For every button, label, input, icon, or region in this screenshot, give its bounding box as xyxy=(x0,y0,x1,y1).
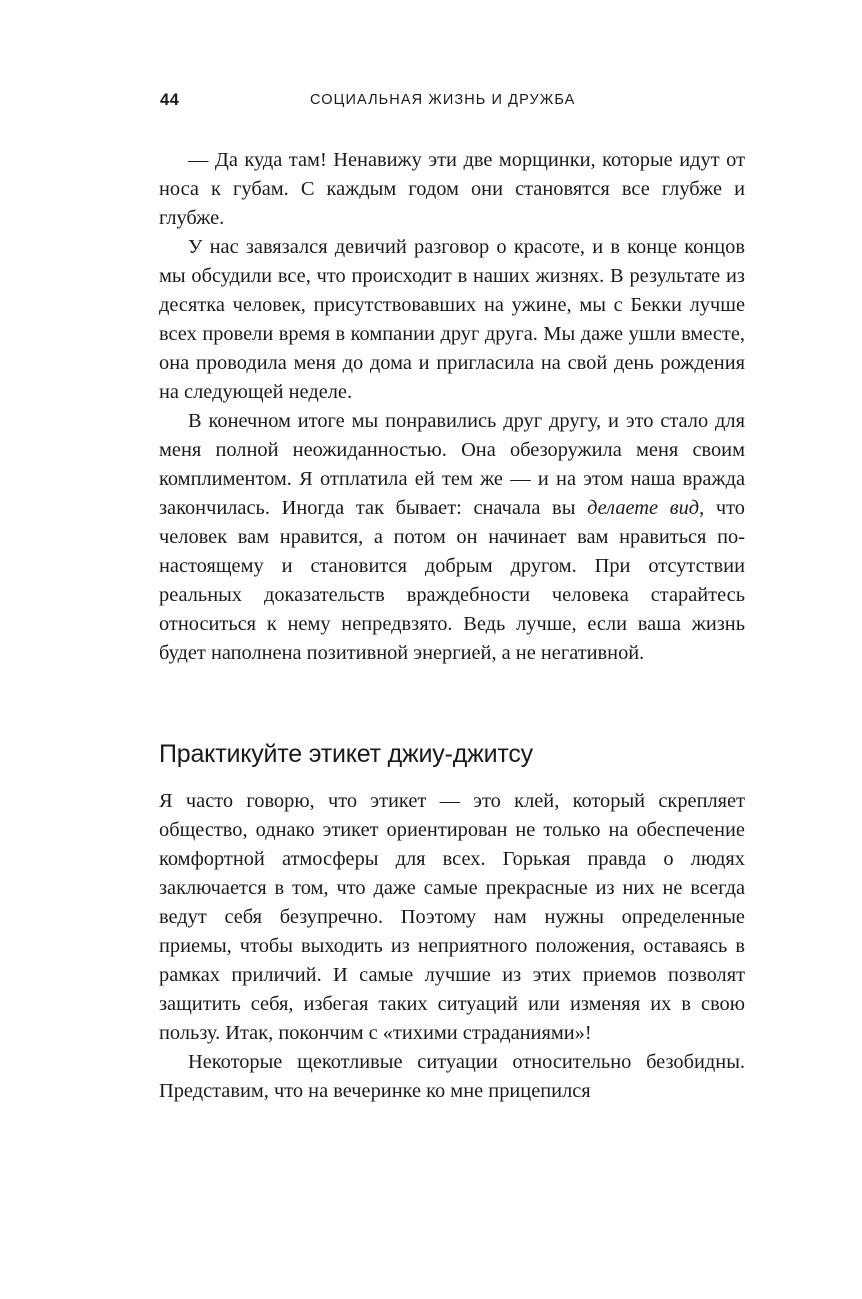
paragraph-text: В конечном итоге мы понравились друг другу, и это стало для меня полной неожиданностью. Она обезоружила меня своим комплиментом. Я отплатила ей тем же — и на этом наша вражда закончилась. Иногда так бывает: сначала вы xyxy=(159,410,745,519)
paragraph: У нас завязался девичий разговор о красоте, и в конце концов мы обсудили все, что происходит в наших жизнях. В результате из десятка человек, присутствовавших на ужине, мы с Бекки лучше всех провели время в компании друг друга. Мы даже ушли вместе, она проводила меня до дома и пригласила на свой день рождения на следующей неделе. xyxy=(159,236,745,403)
running-header xyxy=(160,91,744,115)
paragraph-text: , что человек вам нравится, а потом он начинает вам нравиться по-настоящему и становится добрым другом. При отсутствии реальных доказательств враждебности человека старайтесь относиться к нему непредвзято. Ведь лучше, если ваша жизнь будет наполнена позитивной энергией, а не негативной. xyxy=(159,497,745,664)
body-text-section xyxy=(159,787,745,1106)
running-title: СОЦИАЛЬНАЯ ЖИЗНЬ И ДРУЖБА xyxy=(310,92,576,108)
paragraph: Некоторые щекотливые ситуации относительно безобидны. Представим, что на вечеринке ко мне прицепился xyxy=(159,1051,745,1102)
paragraph: — Да куда там! Ненавижу эти две морщинки, которые идут от носа к губам. С каждым годом они становятся все глубже и глубже. xyxy=(159,149,745,229)
paragraph xyxy=(159,407,745,668)
emphasis-text: делаете вид xyxy=(587,497,700,519)
page-number: 44 xyxy=(160,91,180,109)
paragraph: Я часто говорю, что этикет — это клей, который скрепляет общество, однако этикет ориентирован не только на обеспечение комфортной атмосферы для всех. Горькая правда о людях заключается в том, что даже самые прекрасные из них не всегда ведут себя безупречно. Поэтому нам нужны определенные приемы, чтобы выходить из неприятного положения, оставаясь в рамках приличий. И самые лучшие из этих приемов позволят защитить себя, избегая таких ситуаций или изменяя их в свою пользу. Итак, покончим с «тихими страданиями»! xyxy=(159,790,745,1044)
body-text-top xyxy=(159,146,745,668)
section-heading: Практикуйте этикет джиу-джитсу xyxy=(159,740,533,768)
